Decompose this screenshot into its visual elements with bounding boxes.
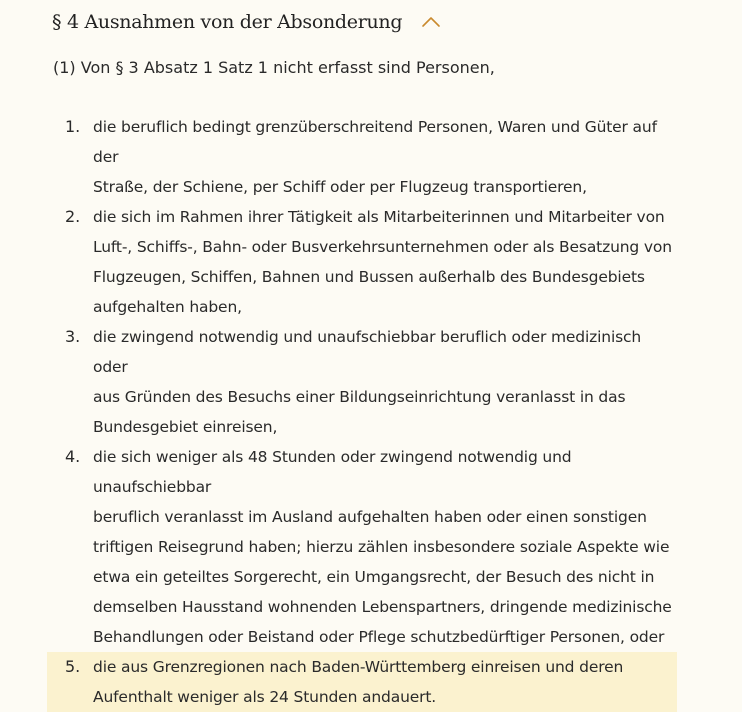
list-item-text: die sich weniger als 48 Stunden oder zwingend notwendig und unaufschiebbar beruflich veranlasst im Ausland aufgehalten haben oder einen sonstigen triftigen Reisegrund haben; hierzu zählen insbesondere soziale Aspekte wie etwa ein geteiltes Sorgerecht, ein Umgangsrecht, der Besuch des nicht in demselben Hausstand wohnenden Lebenspartners, dringende medizinische Behandlungen oder Beistand oder Pflege schutzbedürftiger Personen, oder — [93, 448, 672, 646]
list-item-number: 1. — [65, 117, 81, 136]
paragraph-intro: (1) Von § 3 Absatz 1 Satz 1 nicht erfasst sind Personen, — [53, 58, 495, 77]
section-header[interactable] — [52, 8, 442, 36]
list-item — [47, 322, 677, 442]
section-title: § 4 Ausnahmen von der Absonderung — [52, 11, 403, 33]
list-item-text: die sich im Rahmen ihrer Tätigkeit als Mitarbeiterinnen und Mitarbeiter von Luft-, Schiffs-, Bahn- oder Busverkehrsunternehmen oder als Besatzung von Flugzeugen, Schiffen, Bahnen und Bussen außerhalb des Bundesgebiets aufgehalten haben, — [93, 208, 672, 316]
list-item-text: die aus Grenzregionen nach Baden-Württemberg einreisen und deren Aufenthalt weniger als 24 Stunden andauert. — [93, 658, 624, 706]
list-item-number: 3. — [65, 327, 81, 346]
list-item-text: die beruflich bedingt grenzüberschreitend Personen, Waren und Güter auf der Straße, der Schiene, per Schiff oder per Flugzeug transportieren, — [93, 118, 657, 196]
list-item-number: 2. — [65, 207, 81, 226]
list-item-number: 4. — [65, 447, 81, 466]
list-item-number: 5. — [65, 657, 81, 676]
list-item — [47, 112, 677, 202]
list-item — [47, 442, 677, 652]
exceptions-list — [47, 112, 677, 712]
chevron-up-icon[interactable] — [420, 15, 442, 29]
list-item-highlighted — [47, 652, 677, 712]
list-item-text: die zwingend notwendig und unaufschiebbar beruflich oder medizinisch oder aus Gründen des Besuchs einer Bildungseinrichtung veranlasst in das Bundesgebiet einreisen, — [93, 328, 642, 436]
list-item — [47, 202, 677, 322]
